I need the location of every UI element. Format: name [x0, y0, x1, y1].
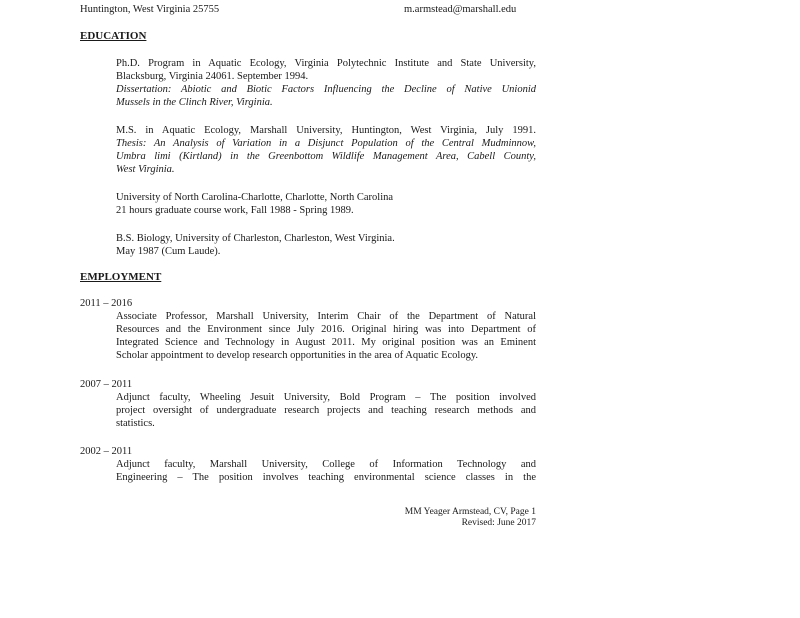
employment-heading: EMPLOYMENT — [80, 271, 162, 283]
employment-line: Adjunct faculty, Wheeling Jesuit University, Bold Program – The position involved — [116, 392, 536, 403]
employment-entry-marshall-adjunct — [116, 458, 536, 484]
footer-page-label: MM Yeager Armstead, CV, Page 1 — [404, 507, 536, 517]
email-address: m.armstead@marshall.edu — [404, 4, 517, 15]
thesis-line: Thesis: An Analysis of Variation in a Disjunct Population of the Central Mudminnow, — [116, 138, 536, 149]
employment-line: Scholar appointment to develop research opportunities in the area of Aquatic Ecology. — [116, 350, 479, 361]
employment-line: statistics. — [116, 418, 155, 429]
education-entry-phd — [116, 57, 536, 109]
employment-line: Resources and the Environment since July 2016. Original hiring was into Department of — [116, 324, 536, 335]
dissertation-line: Dissertation: Abiotic and Biotic Factors Influencing the Decline of Native Unionid — [116, 84, 536, 95]
education-line: 21 hours graduate course work, Fall 1988 - Spring 1989. — [116, 205, 354, 216]
dissertation-line: Mussels in the Clinch River, Virginia. — [116, 97, 273, 108]
employment-years: 2002 – 2011 — [80, 446, 133, 457]
employment-line: Integrated Science and Technology in August 2011. My original position was an Eminent — [116, 337, 536, 348]
employment-years: 2011 – 2016 — [80, 298, 133, 309]
thesis-line: Umbra limi (Kirtland) in the Greenbottom Wildlife Management Area, Cabell County, — [116, 151, 536, 162]
education-entry-ms — [116, 124, 536, 176]
education-line: University of North Carolina-Charlotte, Charlotte, North Carolina — [116, 192, 394, 203]
education-heading: EDUCATION — [80, 30, 147, 42]
employment-entry-wheeling — [116, 391, 536, 430]
page-footer — [405, 507, 536, 529]
thesis-line: West Virginia. — [116, 164, 175, 175]
employment-line: Engineering – The position involves teaching environmental science classes in the — [116, 472, 536, 483]
education-entry-bs — [116, 232, 536, 258]
education-entry-unc — [116, 191, 536, 217]
employment-line: project oversight of undergraduate research projects and teaching research methods and — [116, 405, 536, 416]
footer-revised-label: Revised: June 2017 — [461, 518, 536, 528]
education-line: Ph.D. Program in Aquatic Ecology, Virginia Polytechnic Institute and State University, — [116, 58, 536, 69]
education-line: B.S. Biology, University of Charleston, Charleston, West Virginia. — [116, 233, 395, 244]
education-line: Blacksburg, Virginia 24061. September 1994. — [116, 71, 309, 82]
address-line: Huntington, West Virginia 25755 — [80, 4, 220, 15]
employment-entry-marshall — [116, 310, 536, 362]
education-line: M.S. in Aquatic Ecology, Marshall University, Huntington, West Virginia, July 1991. — [116, 125, 536, 136]
employment-line: Adjunct faculty, Marshall University, College of Information Technology and — [116, 459, 536, 470]
employment-years: 2007 – 2011 — [80, 379, 133, 390]
education-line: May 1987 (Cum Laude). — [116, 246, 221, 257]
employment-line: Associate Professor, Marshall University, Interim Chair of the Department of Natural — [116, 311, 536, 322]
